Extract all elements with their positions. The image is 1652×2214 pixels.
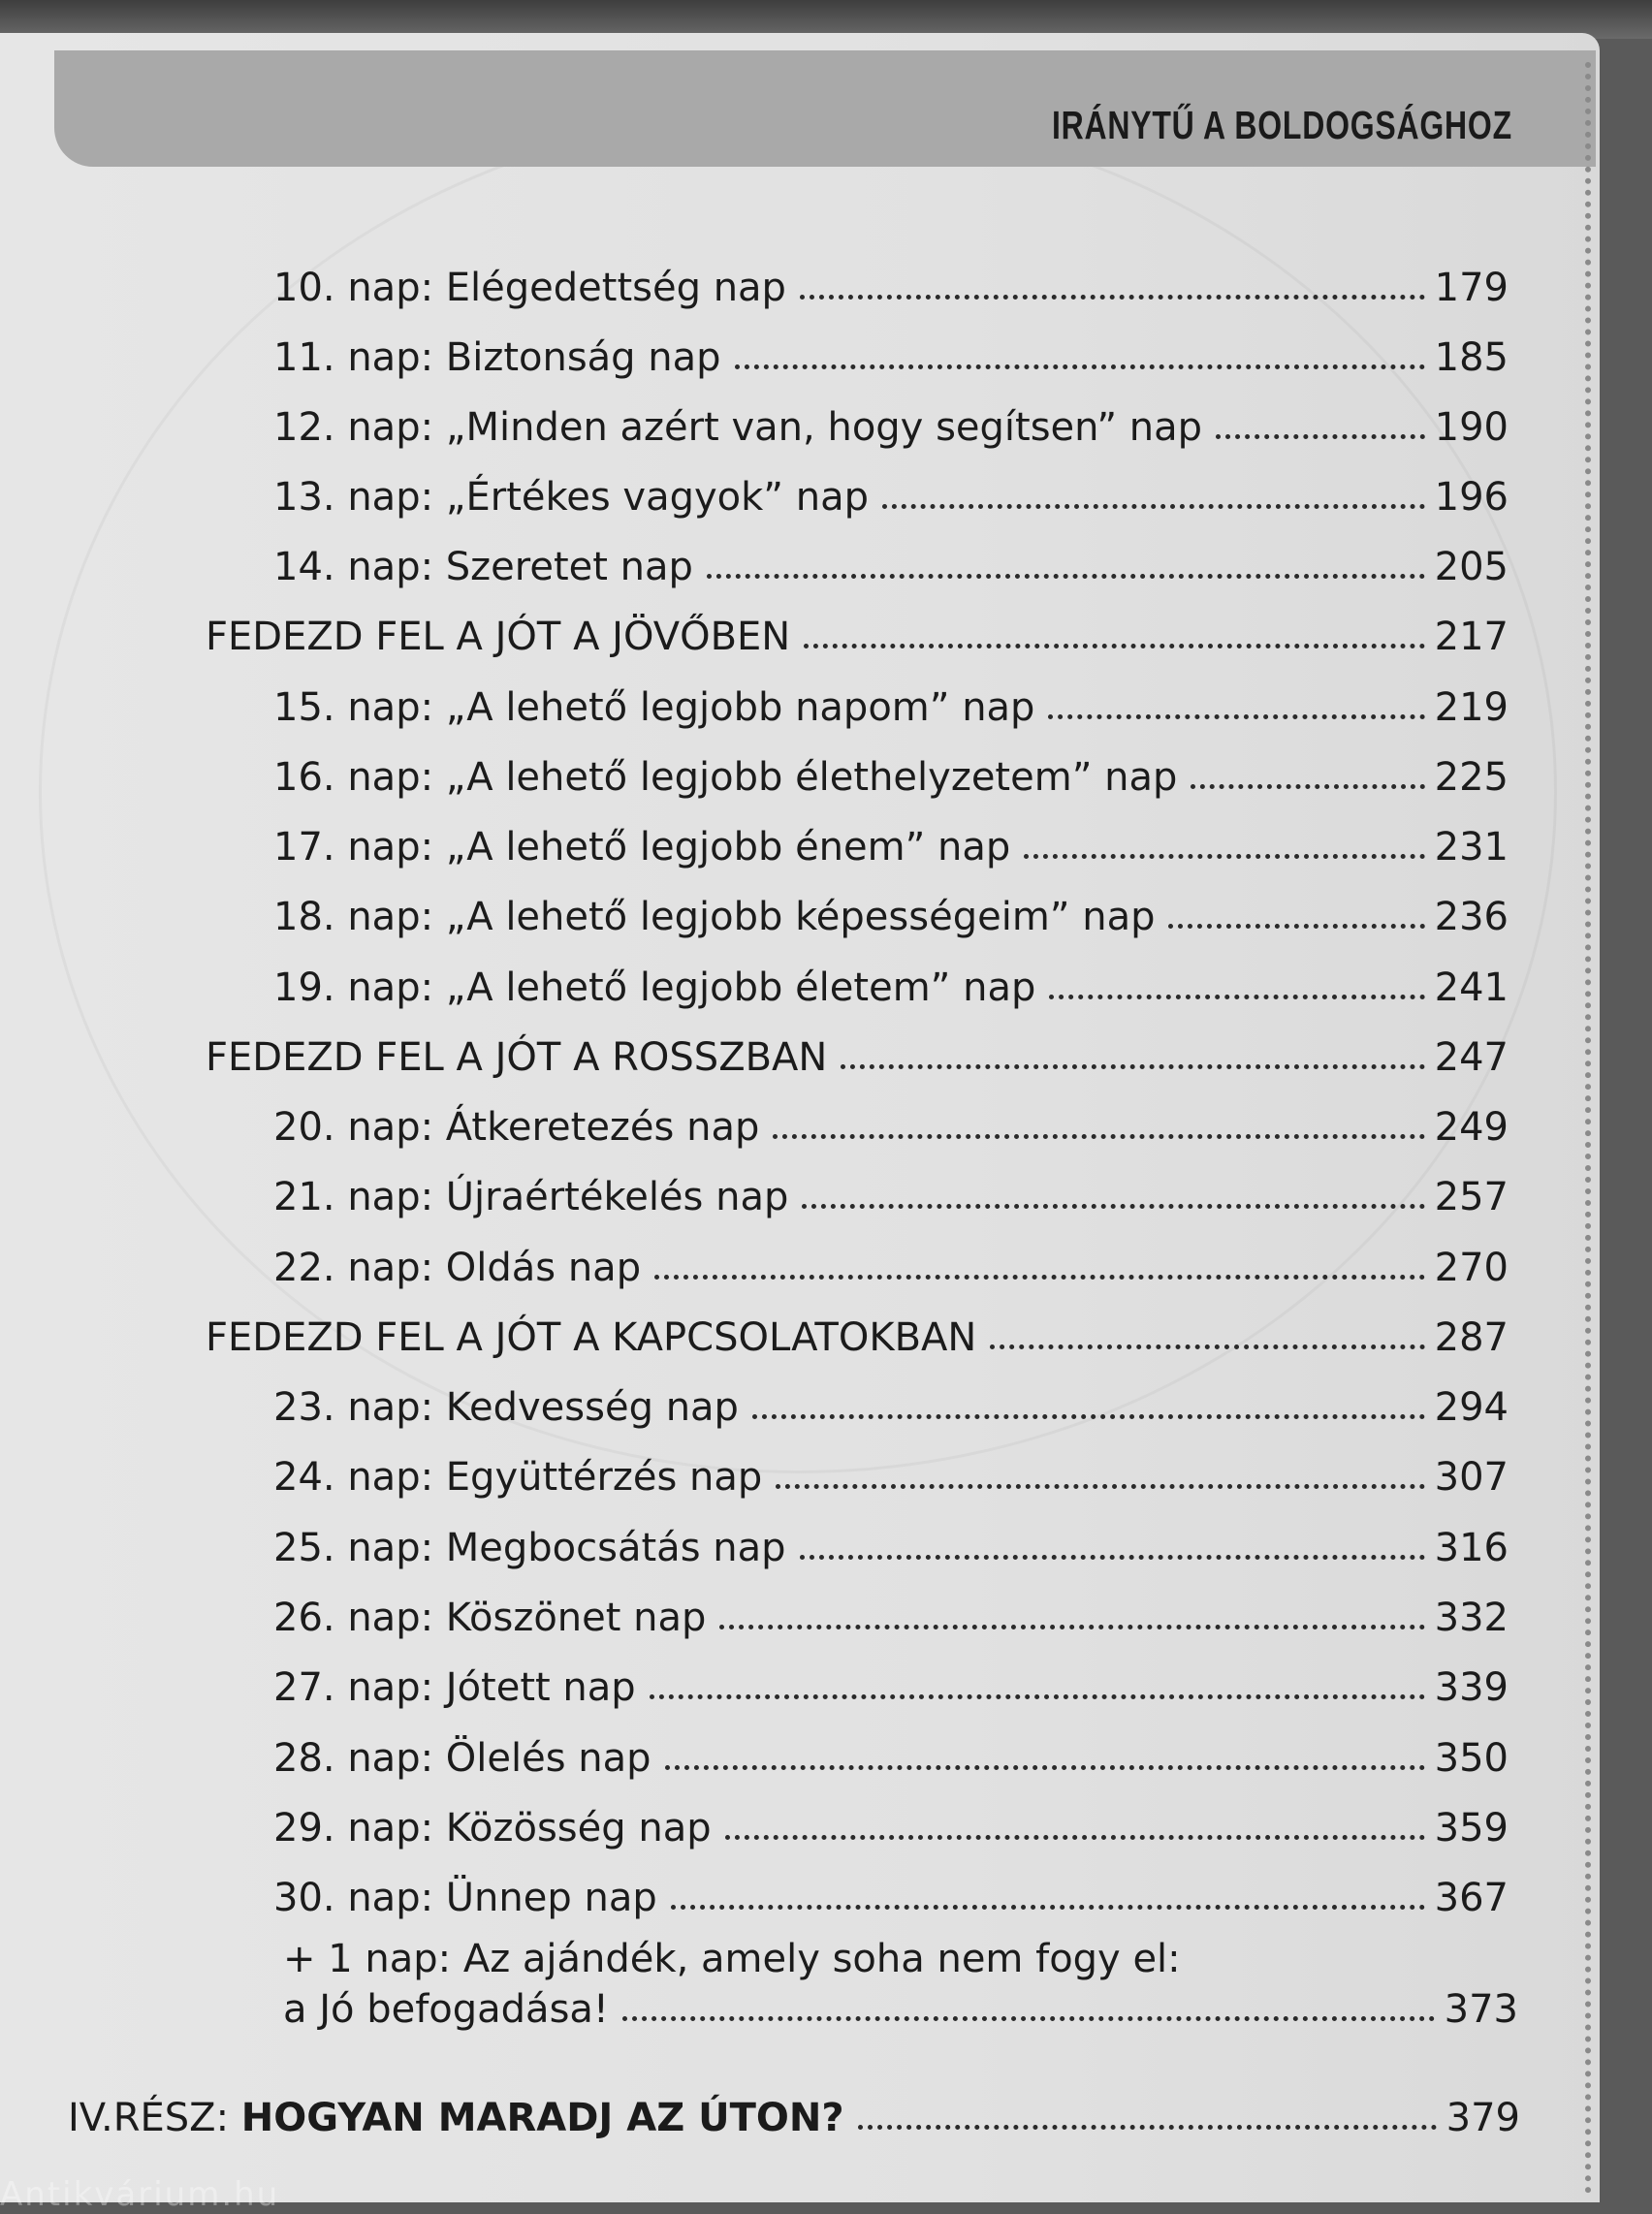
toc-entry-label: 21. nap: Újraértékelés nap: [273, 1175, 789, 1219]
toc-entry-label: 27. nap: Jótett nap: [273, 1665, 636, 1710]
toc-entry: [273, 1091, 1509, 1150]
leader-dots: [719, 1625, 1424, 1629]
toc-entry-label: 16. nap: „A lehető legjobb élethelyzetem” nap: [273, 755, 1178, 800]
toc-entry: [273, 461, 1509, 520]
leader-dots: [804, 644, 1424, 648]
leader-dots: [773, 1134, 1424, 1139]
toc-entry-page: 241: [1434, 965, 1509, 1010]
part-prefix: IV.RÉSZ:: [68, 2096, 241, 2140]
plus-one-entry-first-line: + 1 nap: Az ajándék, amely soha nem fogy el:: [283, 1937, 1181, 1981]
perforation-line: [1585, 62, 1591, 2195]
toc-entry-label: 10. nap: Elégedettség nap: [273, 266, 786, 310]
toc-entry-label: 25. nap: Megbocsátás nap: [273, 1526, 786, 1570]
leader-dots: [665, 1765, 1425, 1770]
toc-entry-page: 307: [1434, 1455, 1509, 1500]
toc-entry-page: 219: [1434, 685, 1509, 730]
leader-dots: [800, 295, 1425, 300]
toc-entry: [273, 672, 1509, 730]
toc-entry-label: 29. nap: Közösség nap: [273, 1806, 712, 1850]
leader-dots: [990, 1344, 1424, 1349]
leader-dots: [1024, 854, 1424, 859]
toc-entry-label: 13. nap: „Értékes vagyok” nap: [273, 475, 869, 520]
toc-entry-label: 22. nap: Oldás nap: [273, 1246, 642, 1290]
toc-entry-label: 26. nap: Köszönet nap: [273, 1596, 707, 1640]
toc-entry-page: 367: [1434, 1876, 1509, 1920]
leader-dots: [802, 1204, 1424, 1209]
header-band: [54, 50, 1596, 167]
toc-section-page: 287: [1434, 1315, 1509, 1360]
toc-entry-page: 196: [1434, 475, 1509, 520]
leader-dots: [671, 1905, 1425, 1910]
leader-dots: [1191, 784, 1424, 789]
toc-entry-label: 12. nap: „Minden azért van, hogy segítsen” nap: [273, 405, 1203, 450]
toc-section-label: FEDEZD FEL A JÓT A JÖVŐBEN: [206, 615, 791, 659]
toc-entry-label: 28. nap: Ölelés nap: [273, 1736, 651, 1781]
toc-entry: [273, 1792, 1509, 1850]
leader-dots: [654, 1275, 1425, 1280]
toc-entry-label: 23. nap: Kedvesség nap: [273, 1385, 739, 1430]
toc-entry-page: 190: [1434, 405, 1509, 450]
leader-dots: [735, 364, 1425, 369]
toc-entry: [273, 1232, 1509, 1290]
toc-entry: [273, 811, 1509, 870]
leader-dots: [1048, 714, 1424, 719]
toc-entry: [273, 881, 1509, 939]
leader-dots: [800, 1555, 1425, 1560]
toc-section: [206, 1022, 1509, 1080]
toc-section-page: 247: [1434, 1035, 1509, 1080]
toc-section-label: FEDEZD FEL A JÓT A KAPCSOLATOKBAN: [206, 1315, 977, 1360]
toc-entry-label: 19. nap: „A lehető legjobb életem” nap: [273, 965, 1036, 1010]
toc-entry: [273, 1862, 1509, 1920]
toc-entry: [273, 1161, 1509, 1219]
toc-entry: [273, 1512, 1509, 1570]
toc-entry-page: 231: [1434, 825, 1509, 870]
toc-entry-label: 20. nap: Átkeretezés nap: [273, 1105, 760, 1150]
toc-entry-page: 236: [1434, 895, 1509, 939]
toc-entry-label: 30. nap: Ünnep nap: [273, 1876, 657, 1920]
part-heading: [68, 2096, 858, 2140]
toc-entry-page: 316: [1434, 1526, 1509, 1570]
toc-entry: [273, 392, 1509, 450]
toc-entry-page: 359: [1434, 1806, 1509, 1850]
toc-entry-plus-one: [283, 1974, 1518, 2032]
toc-entry: [273, 952, 1509, 1010]
leader-dots: [858, 2125, 1437, 2130]
toc-entry-label: 11. nap: Biztonság nap: [273, 335, 721, 380]
running-header-title: IRÁNYTŰ A BOLDOGSÁGHOZ: [1052, 103, 1512, 147]
toc-entry: [273, 1582, 1509, 1640]
toc-entry: [273, 531, 1509, 589]
leader-dots: [1216, 434, 1425, 439]
leader-dots: [1168, 924, 1424, 929]
leader-dots: [622, 2016, 1435, 2021]
toc-entry-page: 185: [1434, 335, 1509, 380]
toc-entry-page: 339: [1434, 1665, 1509, 1710]
toc-entry-label: 14. nap: Szeretet nap: [273, 545, 693, 589]
toc-section: [206, 601, 1509, 659]
toc-section: [206, 1302, 1509, 1360]
toc-entry-page: 270: [1434, 1246, 1509, 1290]
leader-dots: [725, 1835, 1425, 1840]
toc-entry: [273, 1441, 1509, 1500]
leader-dots: [752, 1414, 1425, 1419]
toc-part-page: 379: [1446, 2096, 1520, 2140]
toc-entry: [273, 742, 1509, 800]
toc-section-label: FEDEZD FEL A JÓT A ROSSZBAN: [206, 1035, 828, 1080]
toc-entry-page: 332: [1434, 1596, 1509, 1640]
toc-entry: [273, 1372, 1509, 1430]
toc-entry-label: 24. nap: Együttérzés nap: [273, 1455, 763, 1500]
toc-entry: [273, 252, 1509, 310]
toc-entry: [273, 322, 1509, 380]
toc-part-iv: [68, 2082, 1520, 2140]
toc-entry-page: 249: [1434, 1105, 1509, 1150]
leader-dots: [776, 1484, 1424, 1489]
toc-entry-label: 18. nap: „A lehető legjobb képességeim” nap: [273, 895, 1156, 939]
leader-dots: [650, 1694, 1425, 1699]
toc-section-page: 217: [1434, 615, 1509, 659]
toc-entry-page: 373: [1444, 1987, 1518, 2032]
toc-entry-page: 205: [1434, 545, 1509, 589]
toc-entry-page: 179: [1434, 266, 1509, 310]
toc-entry-label: 17. nap: „A lehető legjobb énem” nap: [273, 825, 1011, 870]
part-title: HOGYAN MARADJ AZ ÚTON?: [240, 2096, 844, 2140]
toc-entry: [273, 1652, 1509, 1710]
book-page: [0, 33, 1600, 2202]
leader-dots: [1049, 995, 1424, 999]
site-watermark: Antikvárium.hu: [0, 2175, 280, 2214]
toc-entry: [273, 1723, 1509, 1781]
toc-entry-page: 225: [1434, 755, 1509, 800]
toc-entry-page: 257: [1434, 1175, 1509, 1219]
leader-dots: [707, 574, 1425, 579]
leader-dots: [841, 1064, 1424, 1069]
toc-entry-page: 350: [1434, 1736, 1509, 1781]
leader-dots: [882, 504, 1425, 509]
toc-entry-label: 15. nap: „A lehető legjobb napom” nap: [273, 685, 1035, 730]
toc-entry-page: 294: [1434, 1385, 1509, 1430]
toc-entry-label: a Jó befogadása!: [283, 1987, 609, 2032]
